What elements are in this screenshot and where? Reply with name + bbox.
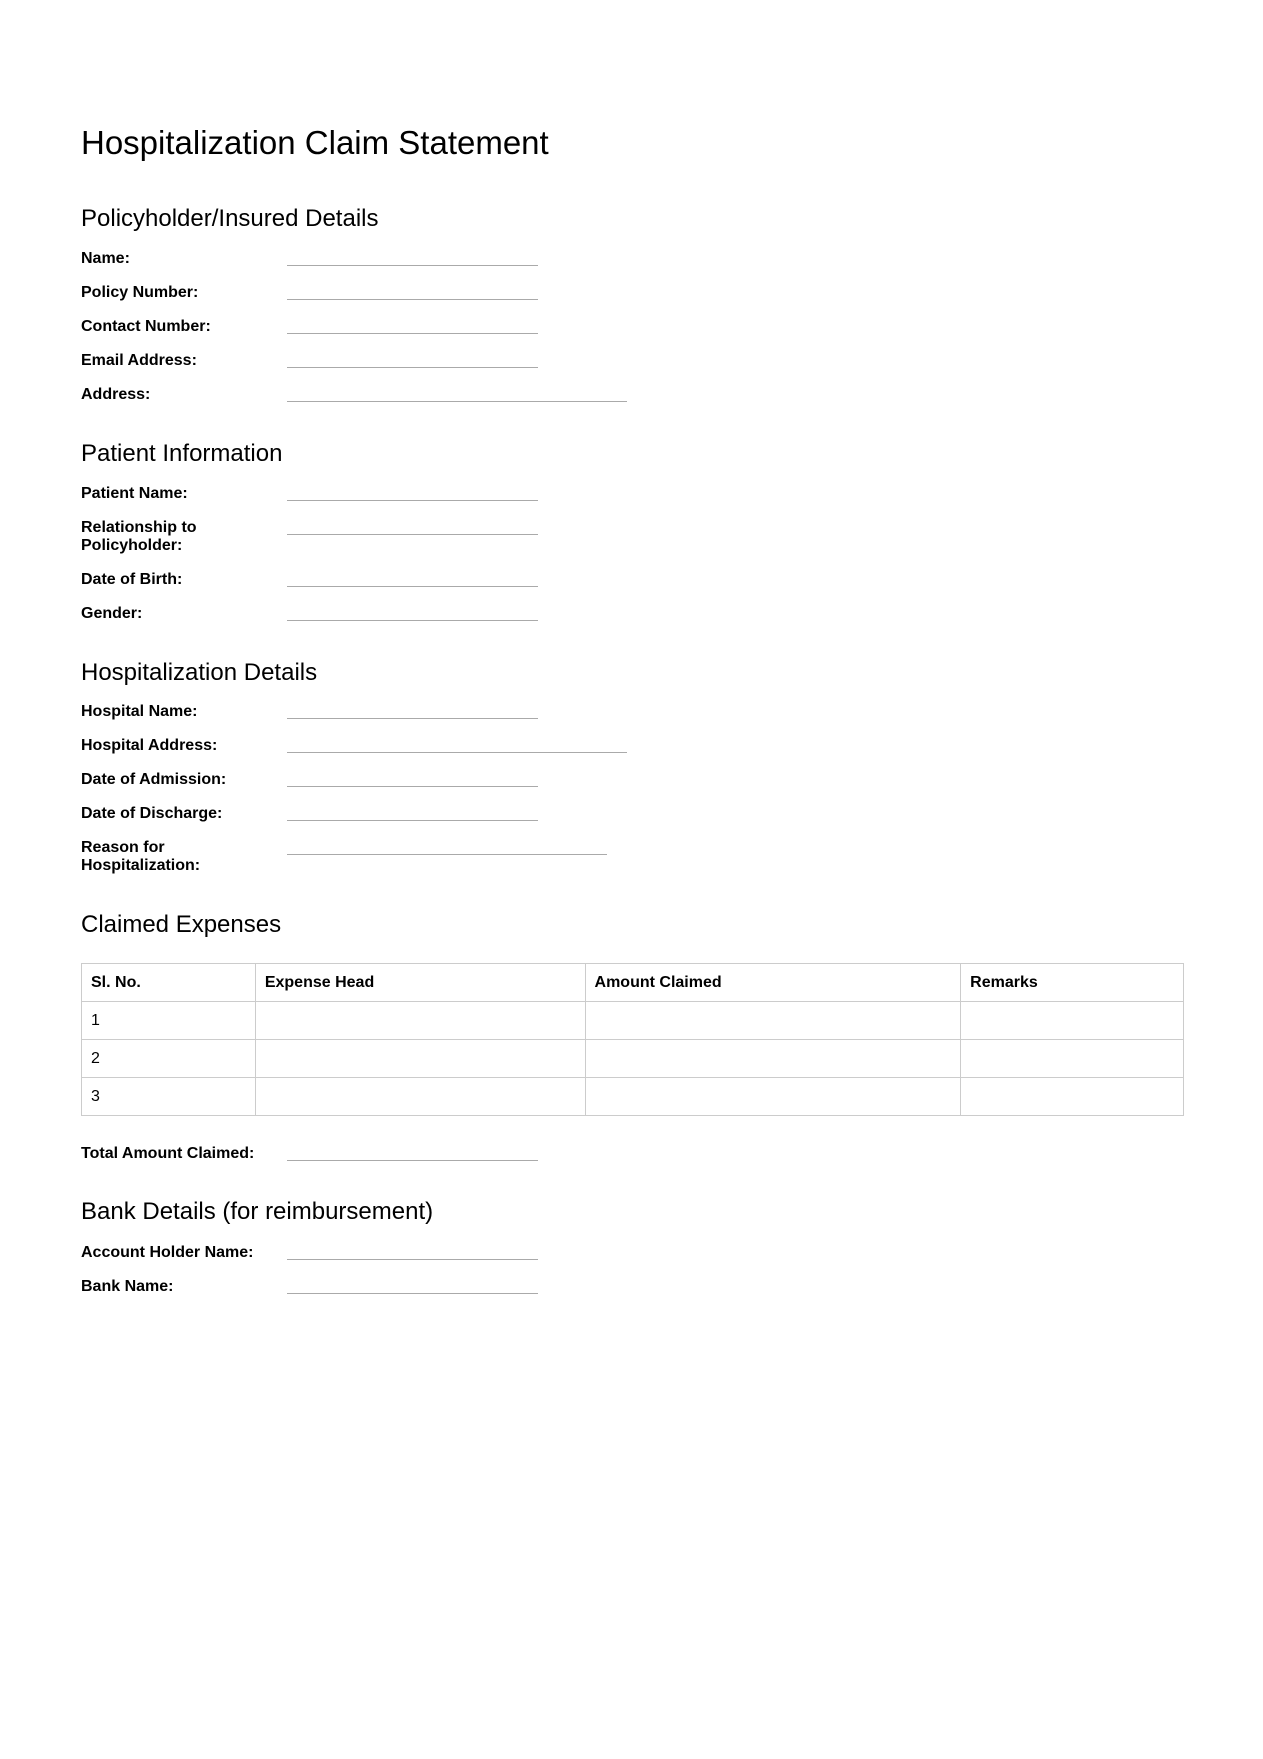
field-date-of-discharge [81,805,781,825]
cell-sl-no: 3 [82,1078,256,1116]
name-input[interactable] [287,265,538,266]
field-policy-number [81,284,781,304]
field-date-of-birth [81,571,781,591]
section-title-patient: Patient Information [81,440,283,467]
total-amount-input[interactable] [287,1160,538,1161]
hospital-name-input[interactable] [287,718,538,719]
column-header-sl-no: Sl. No. [82,964,256,1002]
contact-number-input[interactable] [287,333,538,334]
expenses-table [81,963,1184,1116]
cell-expense-head[interactable] [255,1040,585,1078]
cell-expense-head[interactable] [255,1078,585,1116]
field-label: Policy Number: [81,284,199,301]
field-label: Total Amount Claimed: [81,1145,255,1162]
field-date-of-admission [81,771,781,791]
field-label: Date of Discharge: [81,805,223,822]
section-title-bank: Bank Details (for reimbursement) [81,1198,434,1225]
table-row [82,1040,1184,1078]
section-title-expenses: Claimed Expenses [81,911,282,938]
email-address-input[interactable] [287,367,538,368]
field-email-address [81,352,781,372]
field-total-amount-claimed [81,1145,781,1165]
date-of-discharge-input[interactable] [287,820,538,821]
bank-name-input[interactable] [287,1293,538,1294]
reason-input[interactable] [287,854,607,855]
field-label: Date of Birth: [81,571,183,588]
field-contact-number [81,318,781,338]
field-label: Relationship to Policyholder: [81,519,197,554]
account-holder-name-input[interactable] [287,1259,538,1260]
field-label: Hospital Address: [81,737,218,754]
field-address [81,386,781,406]
cell-amount-claimed[interactable] [585,1078,961,1116]
cell-sl-no: 2 [82,1040,256,1078]
field-patient-name [81,485,781,505]
table-row [82,1002,1184,1040]
field-label: Reason for Hospitalization: [81,839,201,874]
policy-number-input[interactable] [287,299,538,300]
field-reason-for-hospitalization [81,839,781,874]
field-label: Gender: [81,605,143,622]
table-header-row [82,964,1184,1002]
patient-name-input[interactable] [287,500,538,501]
field-label: Account Holder Name: [81,1244,254,1261]
field-hospital-name [81,703,781,723]
field-account-holder-name [81,1244,781,1264]
column-header-remarks: Remarks [961,964,1184,1002]
gender-input[interactable] [287,620,538,621]
date-of-admission-input[interactable] [287,786,538,787]
field-name [81,250,781,270]
field-label: Bank Name: [81,1278,174,1295]
table-row [82,1078,1184,1116]
relationship-input[interactable] [287,534,538,535]
cell-amount-claimed[interactable] [585,1040,961,1078]
field-label: Hospital Name: [81,703,198,720]
field-gender [81,605,781,625]
page-title: Hospitalization Claim Statement [81,124,549,161]
cell-remarks[interactable] [961,1002,1184,1040]
date-of-birth-input[interactable] [287,586,538,587]
cell-sl-no: 1 [82,1002,256,1040]
section-title-hospitalization: Hospitalization Details [81,659,318,686]
field-relationship [81,519,781,554]
section-title-policyholder: Policyholder/Insured Details [81,205,379,232]
cell-remarks[interactable] [961,1078,1184,1116]
field-bank-name [81,1278,781,1298]
field-label: Email Address: [81,352,197,369]
column-header-amount-claimed: Amount Claimed [585,964,961,1002]
field-label: Address: [81,386,151,403]
field-label: Name: [81,250,130,267]
field-label: Patient Name: [81,485,188,502]
cell-remarks[interactable] [961,1040,1184,1078]
hospital-address-input[interactable] [287,752,627,753]
address-input[interactable] [287,401,627,402]
cell-amount-claimed[interactable] [585,1002,961,1040]
column-header-expense-head: Expense Head [255,964,585,1002]
field-label: Date of Admission: [81,771,227,788]
field-hospital-address [81,737,781,757]
cell-expense-head[interactable] [255,1002,585,1040]
field-label: Contact Number: [81,318,211,335]
